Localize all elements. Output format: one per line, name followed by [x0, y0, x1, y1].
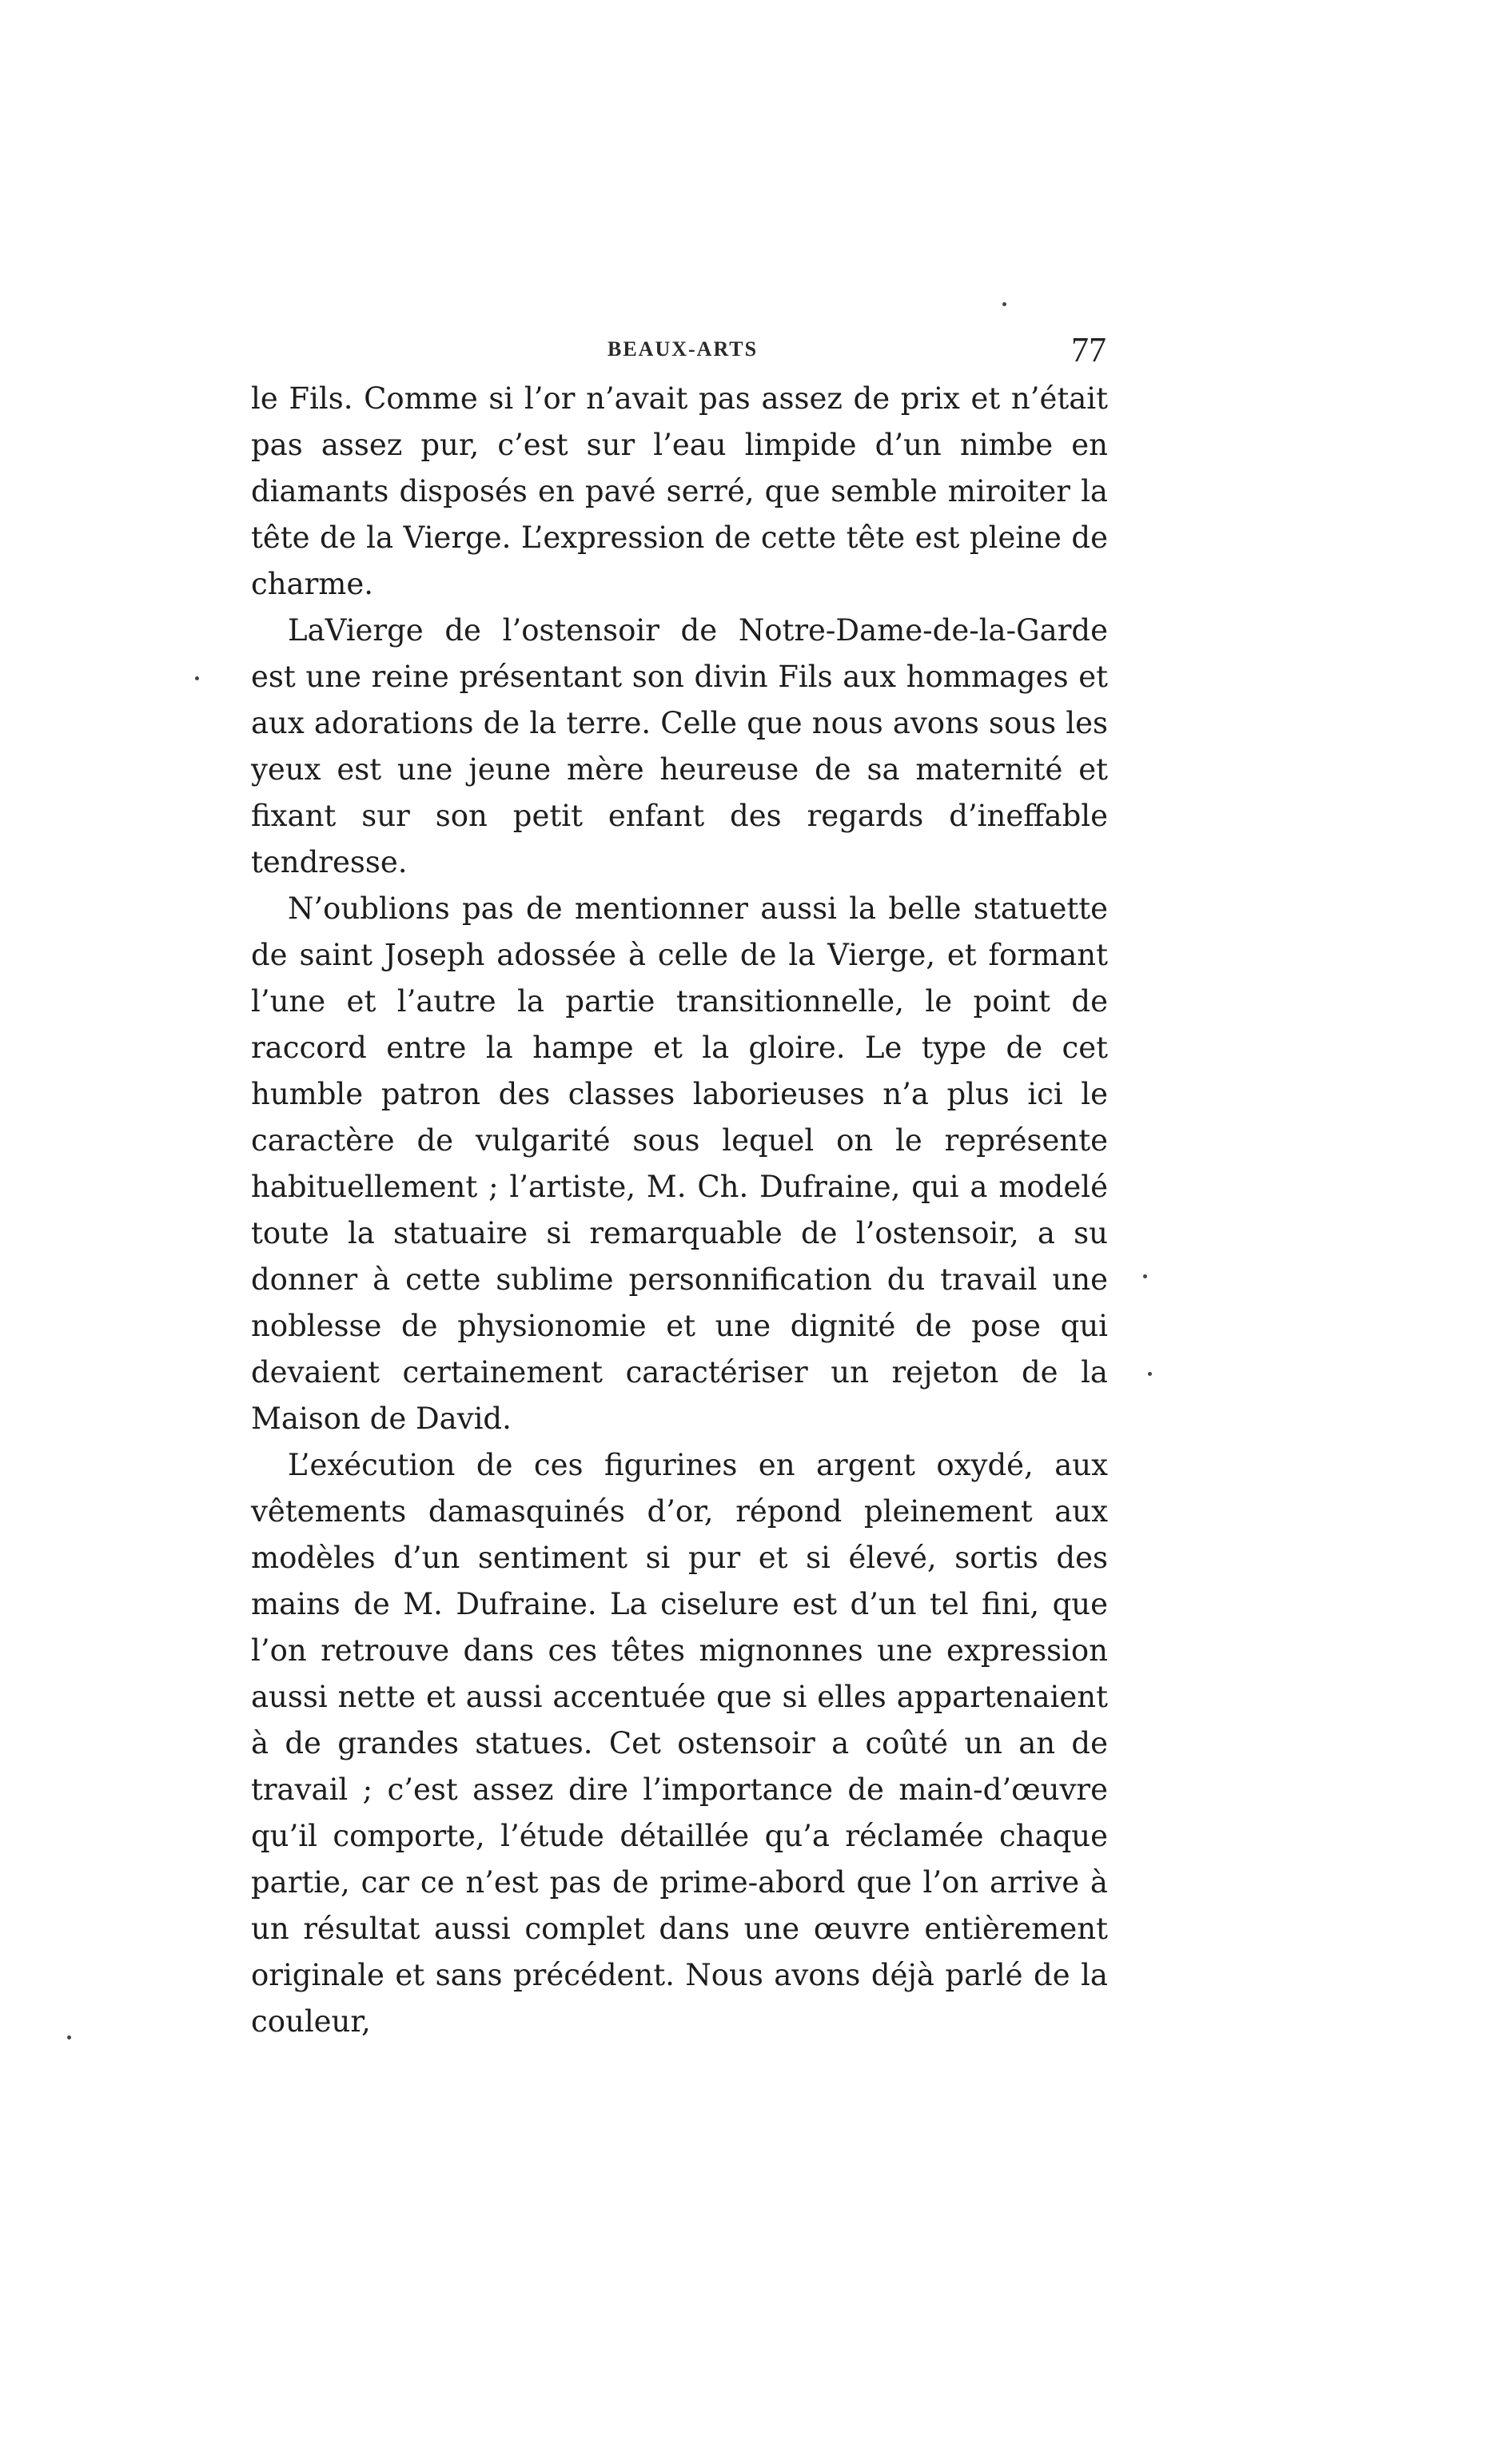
ink-speck: [67, 2035, 71, 2039]
body-text: [251, 376, 1108, 2045]
ink-speck: [195, 676, 199, 680]
section-title: BEAUX-ARTS: [608, 337, 759, 361]
running-head: [251, 329, 1106, 377]
ink-speck: [1143, 1274, 1147, 1278]
paragraph-1: le Fils. Comme si l’or n’avait pas assez de prix et n’était pas assez pur, c’est sur l’eau limpide d’un nimbe en diamants disposés en pavé serré, que semble miroiter la tête de la Vierge. L’expression de cette tête est pleine de charme.: [251, 381, 1108, 601]
page-number: 77: [1071, 330, 1106, 369]
paragraph-3: N’oublions pas de mentionner aussi la belle statuette de saint Joseph adossée à celle de la Vierge, et formant l’une et l’autre la partie transitionnelle, le point de raccord entre la hampe et la gloire. Le type de cet humble patron des classes laborieuses n’a plus ici le caractère de vulgarité sous lequel on le représente habituellement ; l’artiste, M. Ch. Dufraine, qui a modelé toute la statuaire si remarquable de l’ostensoir, a su donner à cette sublime personnification du travail une noblesse de physionomie et une dignité de pose qui devaient certainement caractériser un rejeton de la Maison de David.: [251, 891, 1108, 1436]
paragraph-2: LaVierge de l’ostensoir de Notre-Dame-de-la-Garde est une reine présentant son divin Fils aux hommages et aux adorations de la terre. Celle que nous avons sous les yeux est une jeune mère heureuse de sa maternité et fixant sur son petit enfant des regards d’ineffable tendresse.: [251, 613, 1108, 879]
ink-speck: [1002, 302, 1006, 306]
paragraph-4: L’exécution de ces figurines en argent oxydé, aux vêtements damasquinés d’or, répond pleinement aux modèles d’un sentiment si pur et si élevé, sortis des mains de M. Dufraine. La ciselure est d’un tel fini, que l’on retrouve dans ces têtes mignonnes une expression aussi nette et aussi accentuée que si elles appartenaient à de grandes statues. Cet ostensoir a coûté un an de travail ; c’est assez dire l’importance de main-d’œuvre qu’il comporte, l’étude détaillée qu’a réclamée chaque partie, car ce n’est pas de prime-abord que l’on arrive à un résultat aussi complet dans une œuvre entièrement originale et sans précédent. Nous avons déjà parlé de la couleur,: [251, 1448, 1108, 2039]
ink-speck: [1148, 1372, 1152, 1376]
